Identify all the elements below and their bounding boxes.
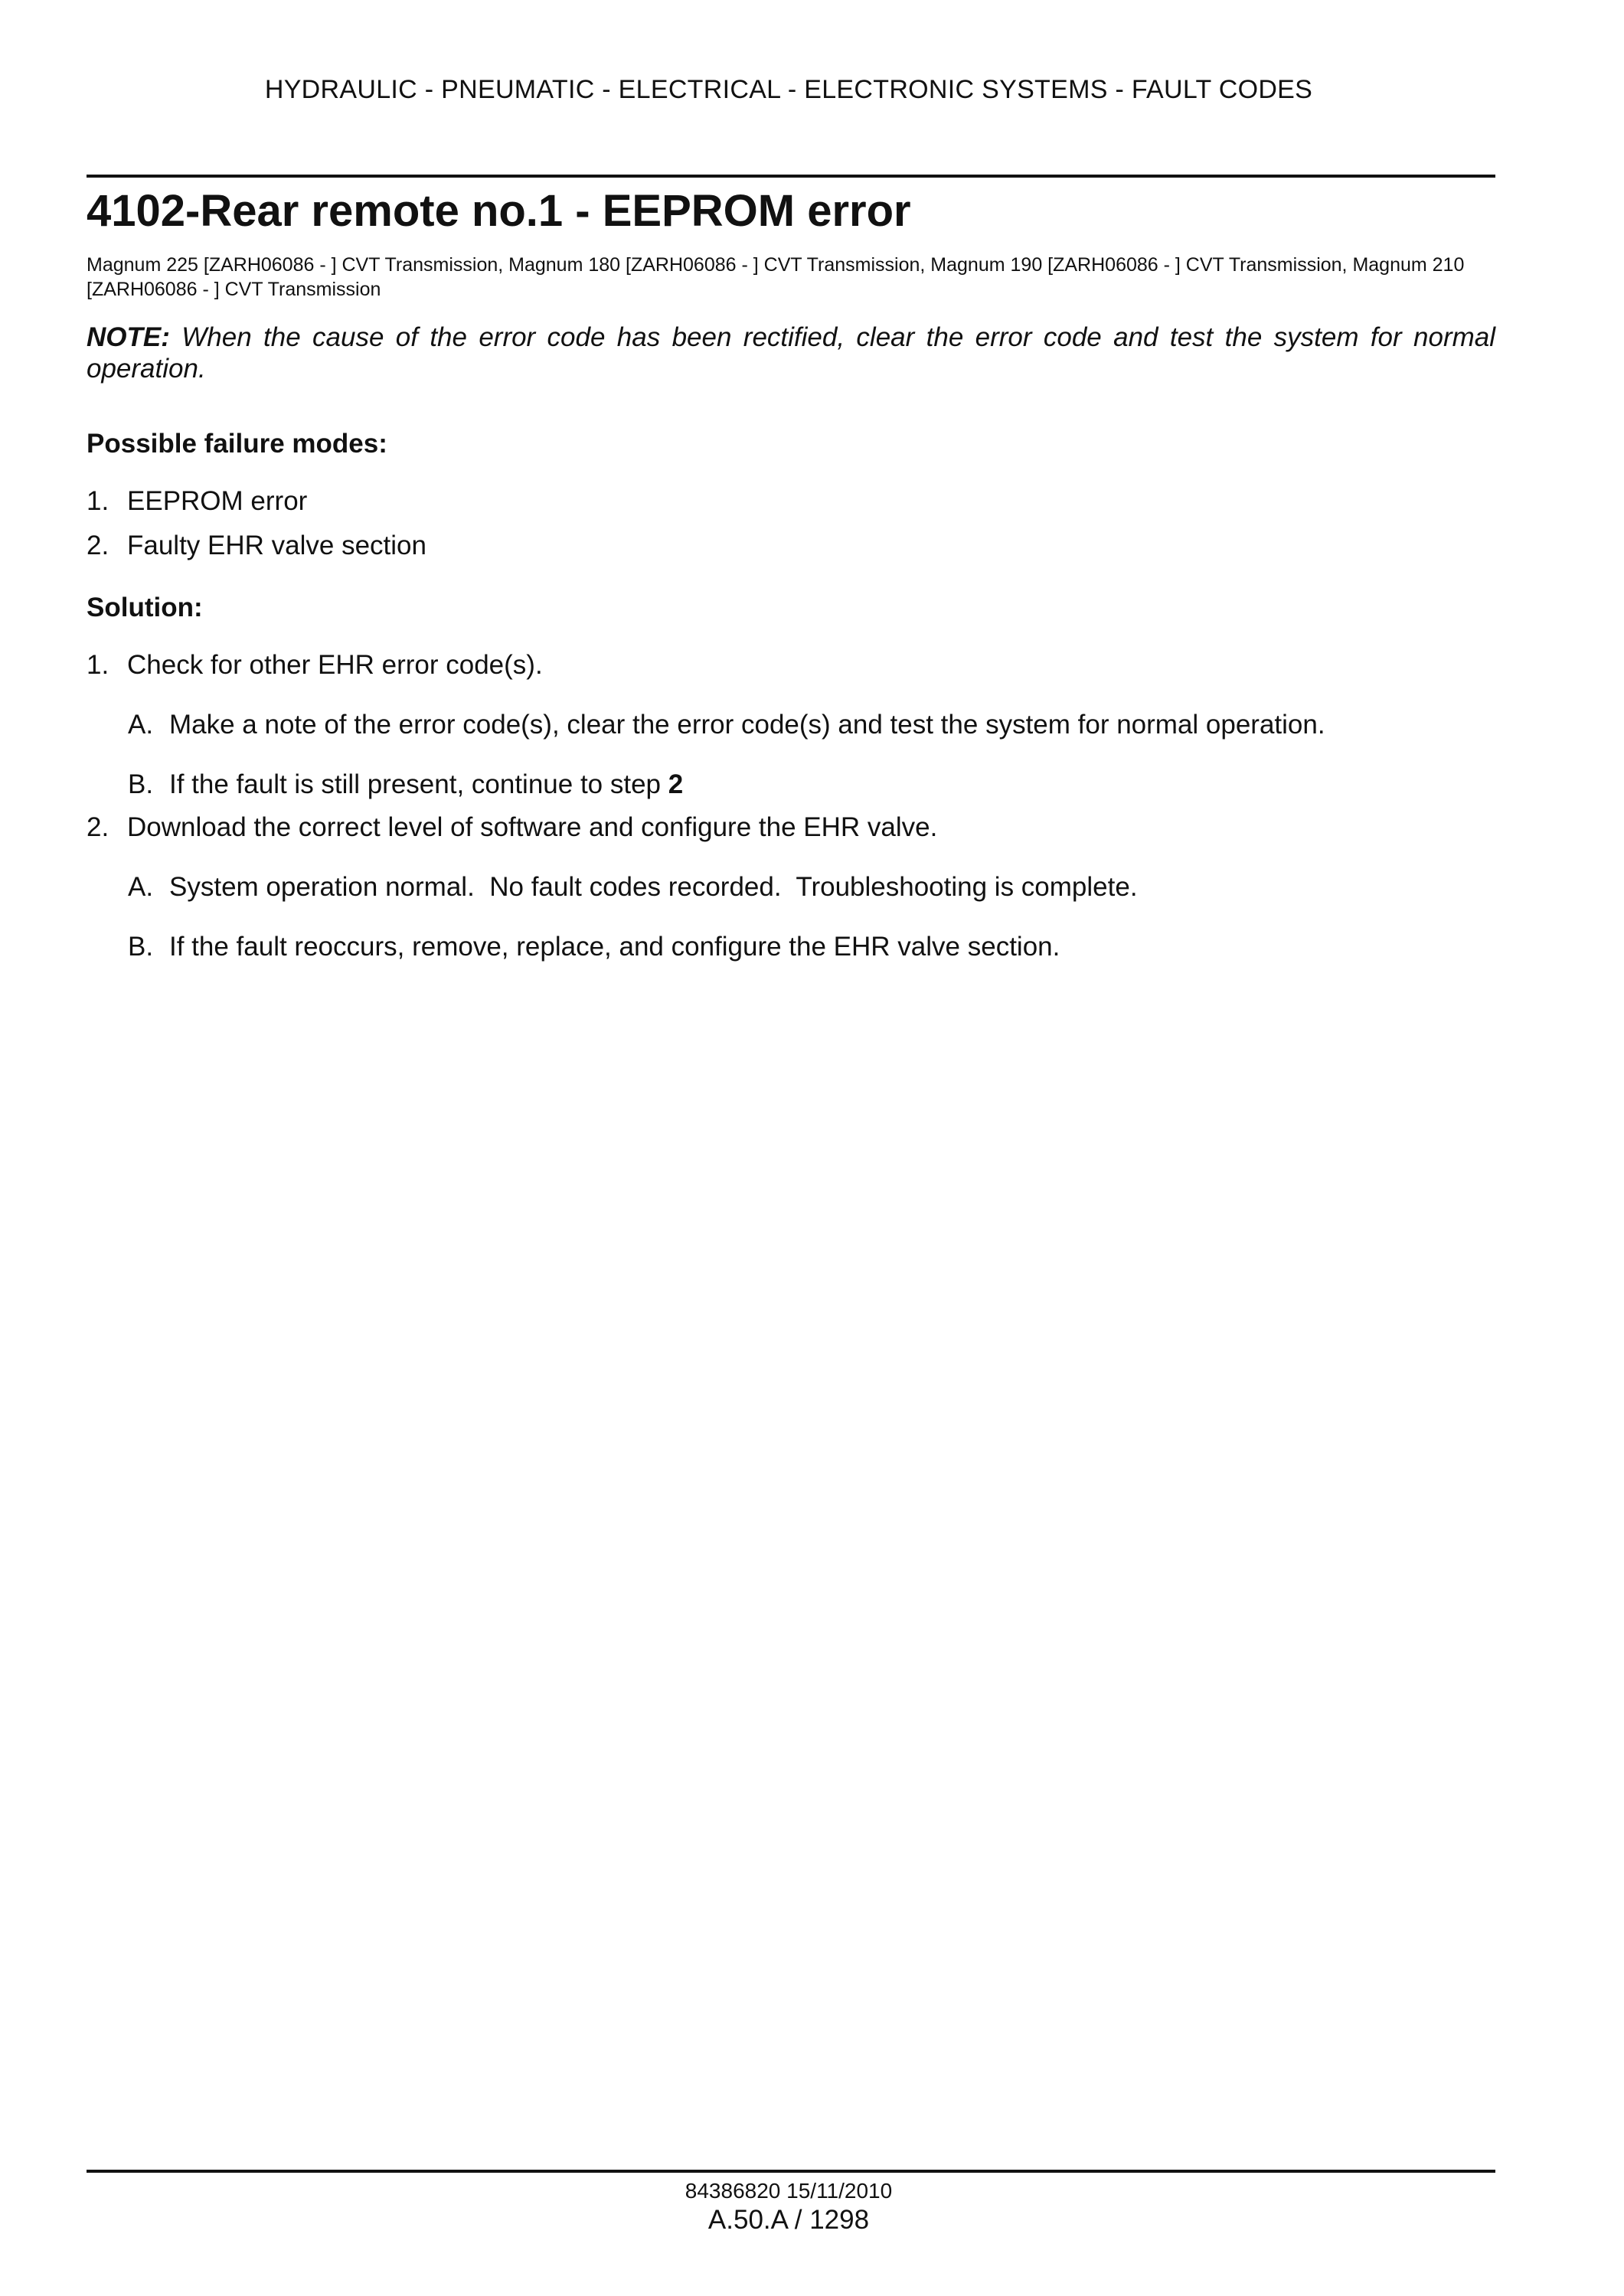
running-header: HYDRAULIC - PNEUMATIC - ELECTRICAL - ELECTRONIC SYSTEMS - FAULT CODES <box>264 75 1313 104</box>
item-text: EEPROM error <box>127 486 308 516</box>
item-number: 1. <box>87 486 109 516</box>
document-body <box>87 179 1495 963</box>
failure-modes-list <box>87 485 1495 562</box>
note-label: NOTE: <box>87 322 170 352</box>
step-line <box>87 812 1495 844</box>
sub-step-letter: B. <box>128 932 154 962</box>
note-block <box>87 322 1495 384</box>
solution-heading: Solution: <box>87 593 203 622</box>
step-number: 2. <box>87 812 109 842</box>
list-item <box>87 485 1495 518</box>
sub-step <box>128 871 1495 903</box>
header-divider <box>87 175 1495 178</box>
list-item <box>87 530 1495 562</box>
step-line <box>87 649 1495 681</box>
sub-step <box>128 709 1495 741</box>
footer-divider <box>87 2170 1495 2173</box>
sub-step-letter: A. <box>128 710 154 740</box>
sub-step-content <box>169 769 683 801</box>
sub-step-text: If the fault is still present, continue to step <box>169 769 668 799</box>
document-number-date: 84386820 15/11/2010 <box>685 2179 893 2203</box>
note-text: When the cause of the error code has been rectified, clear the error code and test the system for normal operation. <box>87 322 1495 384</box>
solution-step <box>87 649 1495 801</box>
sub-step-text: System operation normal. No fault codes recorded. Troubleshooting is complete. <box>169 872 1138 902</box>
model-applicability: Magnum 225 [ZARH06086 - ] CVT Transmission, Magnum 180 [ZARH06086 - ] CVT Transmission, Magnum 190 [ZARH06086 - ] CVT Transmission, Magnum 210 [ZARH06086 - ] CVT Transmission <box>87 254 1465 300</box>
step-reference: 2 <box>668 769 684 799</box>
step-number: 1. <box>87 650 109 680</box>
page-reference: A.50.A / 1298 <box>707 2205 870 2235</box>
sub-step-text: If the fault reoccurs, remove, replace, and configure the EHR valve section. <box>169 932 1060 962</box>
fault-code-title: 4102-Rear remote no.1 - EEPROM error <box>87 186 911 236</box>
failure-modes-heading: Possible failure modes: <box>87 429 387 459</box>
solution-steps <box>87 649 1495 963</box>
solution-step <box>87 812 1495 963</box>
item-text: Faulty EHR valve section <box>127 531 426 560</box>
step-text: Check for other EHR error code(s). <box>127 650 543 680</box>
sub-step-text: Make a note of the error code(s), clear the error code(s) and test the system for normal operation. <box>169 710 1325 740</box>
sub-step-letter: A. <box>128 872 154 902</box>
sub-step <box>128 931 1495 963</box>
sub-step-letter: B. <box>128 769 154 799</box>
step-text: Download the correct level of software and configure the EHR valve. <box>127 812 938 842</box>
item-number: 2. <box>87 531 109 560</box>
sub-step <box>128 769 1495 801</box>
